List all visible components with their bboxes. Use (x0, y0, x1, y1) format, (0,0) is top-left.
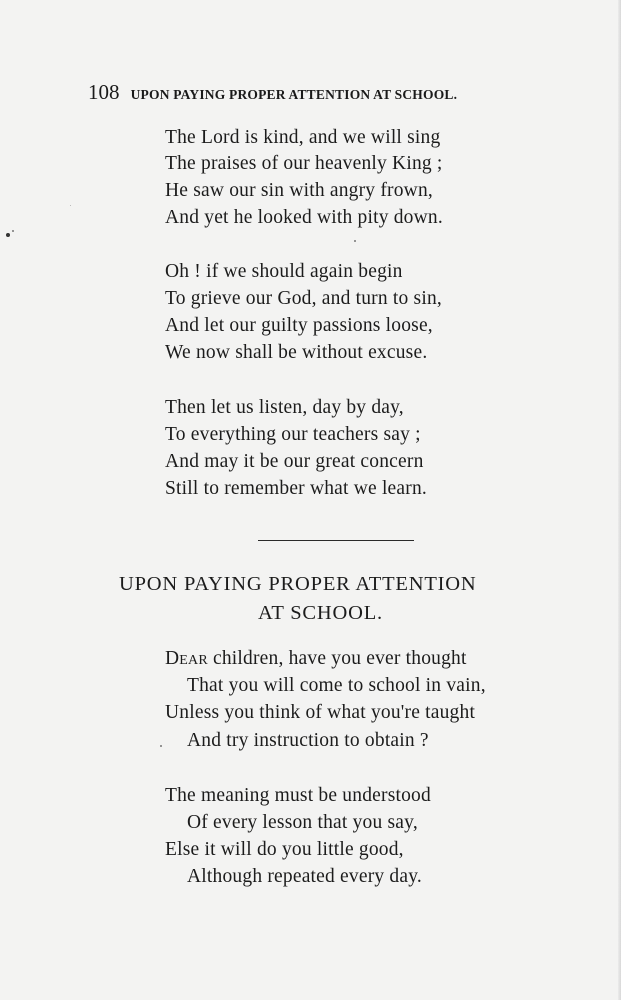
scan-speck (354, 240, 356, 242)
poem-line: Although repeated every day. (187, 866, 422, 887)
scan-speck (12, 230, 14, 232)
poem-line: He saw our sin with angry frown, (165, 180, 433, 201)
first-word-small-caps: Dear (165, 648, 208, 669)
poem-line: That you will come to school in vain, (187, 675, 486, 696)
poem-line: Of every lesson that you say, (187, 812, 418, 833)
poem-line: Unless you think of what you're taught (165, 702, 476, 723)
poem-line: And may it be our great concern (165, 451, 424, 472)
scan-speck (70, 205, 71, 206)
page-number: 108 (88, 80, 120, 104)
poem-line-rest: children, have you ever thought (207, 648, 467, 669)
poem-line (165, 648, 467, 670)
poem-line: Still to remember what we learn. (165, 478, 427, 499)
poem-line: To grieve our God, and turn to sin, (165, 288, 442, 309)
running-head (88, 80, 457, 105)
poem-line: And yet he looked with pity down. (165, 207, 443, 228)
poem-line: We now shall be without excuse. (165, 342, 428, 363)
poem-line: The meaning must be understood (165, 785, 431, 806)
poem-line: The praises of our heavenly King ; (165, 153, 443, 174)
poem-line: The Lord is kind, and we will sing (165, 127, 441, 148)
running-title: UPON PAYING PROPER ATTENTION AT SCHOOL. (130, 87, 458, 102)
poem-title-line-1: UPON PAYING PROPER ATTENTION (119, 573, 477, 595)
scan-speck (160, 745, 162, 747)
scan-speck (6, 233, 10, 237)
poem-line: To everything our teachers say ; (165, 424, 421, 445)
poem-line: And let our guilty passions loose, (165, 315, 433, 336)
poem-title-line-2: AT SCHOOL. (258, 602, 383, 624)
poem-line: Then let us listen, day by day, (165, 397, 404, 418)
poem-line: Else it will do you little good, (165, 839, 404, 860)
poem-line: Oh ! if we should again begin (165, 261, 403, 282)
section-divider (258, 540, 414, 541)
poem-line: And try instruction to obtain ? (187, 730, 429, 751)
